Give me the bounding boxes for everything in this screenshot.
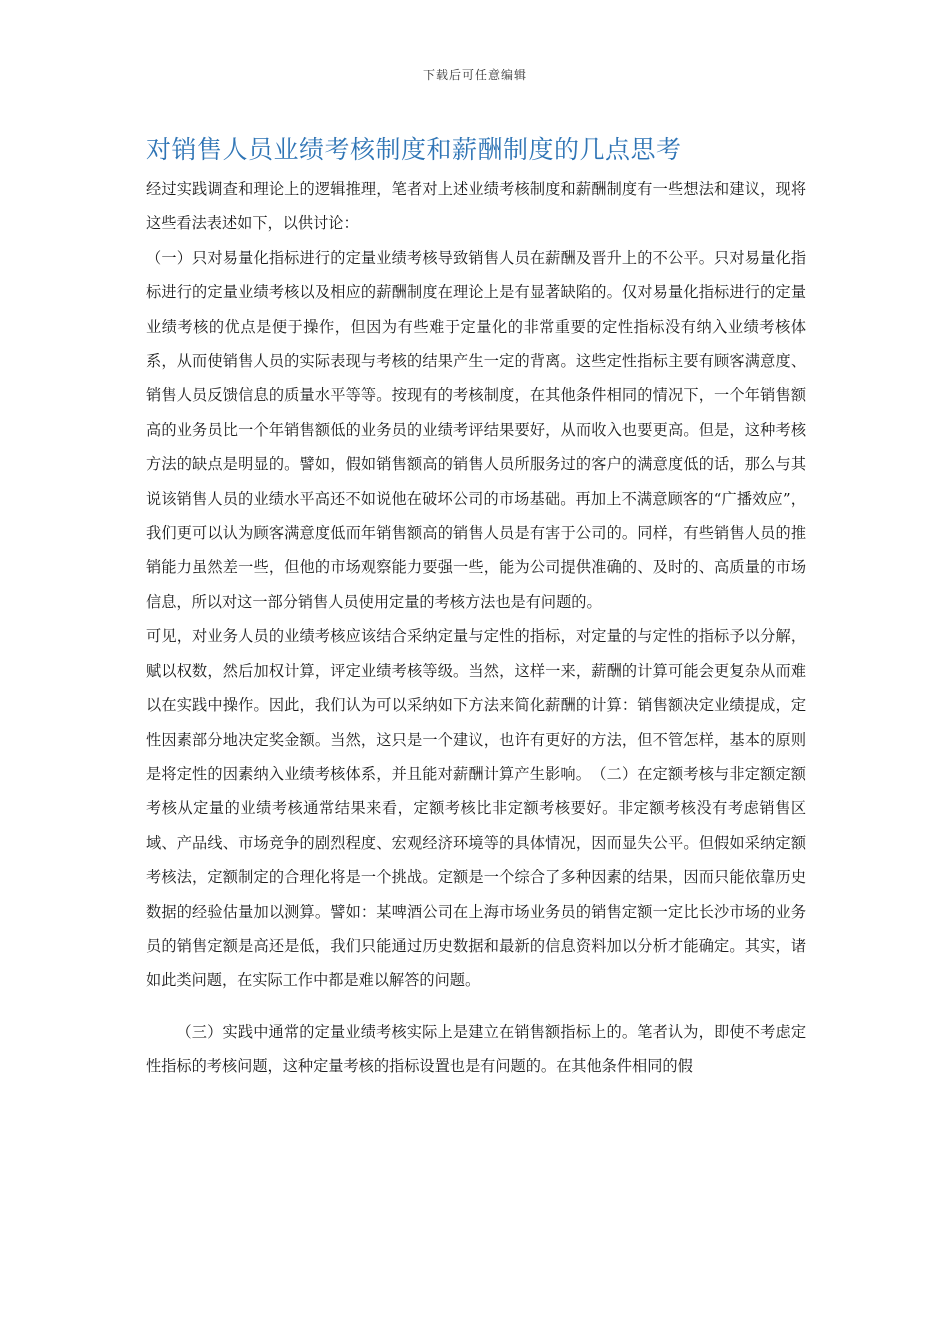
page-header-note: 下载后可任意编辑 <box>422 68 527 82</box>
paragraph-intro: 经过实践调查和理论上的逻辑推理，笔者对上述业绩考核制度和薪酬制度有一些想法和建议，现将这些看法表述如下，以供讨论： <box>146 180 806 233</box>
paragraph-point-two: 可见，对业务人员的业绩考核应该结合采纳定量与定性的指标，对定量的与定性的指标予以分解，赋以权数，然后加权计算，评定业绩考核等级。当然，这样一来，薪酬的计算可能会更复杂从而难以在实践中操作。因此，我们认为可以采纳如下方法来简化薪酬的计算：销售额决定业绩提成，定性因素部分地决定奖金额。当然，这只是一个建议，也许有更好的方法，但不管怎样，基本的原则是将定性的因素纳入业绩考核体系，并且能对薪酬计算产生影响。 （二）在定额考核与非定额定额考核从定量的业绩考核通常结果来看，定额考核比非定额考核要好。非定额考核没有考虑销售区域、产品线、市场竞争的剧烈程度、宏观经济环境等的具体情况，因而显失公平。但假如采纳定额考核法，定额制定的合理化将是一个挑战。定额是一个综合了多种因素的结果，因而只能依靠历史数据的经验估量加以测算。譬如：某啤酒公司在上海市场业务员的销售定额一定比长沙市场的业务员的销售定额是高还是低，我们只能通过历史数据和最新的信息资料加以分析才能确定。其实，诸如此类问题，在实际工作中都是难以解答的问题。 <box>146 627 806 990</box>
paragraph-point-three: （三）实践中通常的定量业绩考核实际上是建立在销售额指标上的。笔者认为，即使不考虑定性指标的考核问题，这种定量考核的指标设置也是有问题的。在其他条件相同的假 <box>146 1022 806 1076</box>
document-title: 对销售人员业绩考核制度和薪酬制度的几点思考 <box>146 135 682 164</box>
document-body <box>146 172 806 1084</box>
paragraph-point-one: （一）只对易量化指标进行的定量业绩考核导致销售人员在薪酬及晋升上的不公平。只对易量化指标进行的定量业绩考核以及相应的薪酬制度在理论上是有显著缺陷的。仅对易量化指标进行的定量业绩考核的优点是便于操作，但因为有些难于定量化的非常重要的定性指标没有纳入业绩考核体系，从而使销售人员的实际表现与考核的结果产生一定的背离。这些定性指标主要有顾客满意度、销售人员反馈信息的质量水平等等。按现有的考核制度，在其他条件相同的情况下，一个年销售额高的业务员比一个年销售额低的业务员的业绩考评结果要好，从而收入也要更高。但是，这种考核方法的缺点是明显的。譬如，假如销售额高的销售人员所服务过的客户的满意度低的话，那么与其说该销售人员的业绩水平高还不如说他在破坏公司的市场基础。再加上不满意顾客的“广播效应”，我们更可以认为顾客满意度低而年销售额高的销售人员是有害于公司的。同样，有些销售人员的推销能力虽然差一些，但他的市场观察能力要强一些，能为公司提供准确的、及时的、高质量的市场信息，所以对这一部分销售人员使用定量的考核方法也是有问题的。 <box>146 248 806 611</box>
